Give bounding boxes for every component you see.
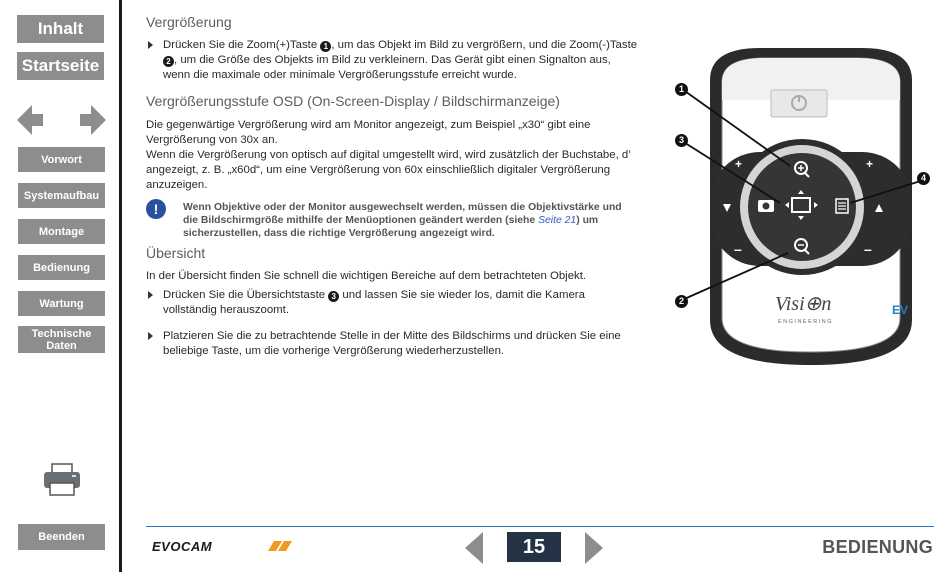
- sidebar-item-technische-daten[interactable]: Technische Daten: [18, 326, 105, 353]
- sidebar-item-bedienung[interactable]: Bedienung: [18, 255, 105, 280]
- svg-text:–: –: [734, 241, 742, 257]
- beenden-button[interactable]: Beenden: [18, 524, 105, 550]
- device-callout-2: 2: [675, 295, 688, 308]
- svg-text:EVOCAM: EVOCAM: [152, 539, 213, 553]
- inhalt-button[interactable]: Inhalt: [17, 15, 104, 43]
- svg-text:+: +: [735, 157, 743, 171]
- bullet-marker-icon: [148, 291, 153, 299]
- sidebar-item-montage[interactable]: Montage: [18, 219, 105, 244]
- prev-page-icon[interactable]: [465, 532, 483, 564]
- bullet-platzieren: Platzieren Sie die zu betrachtende Stelle in der Mitte des Bildschirms und drücken Sie eine beliebige Taste, um die vorherige Vergrößerung wiederherzustellen.: [146, 329, 638, 359]
- device-callout-4: 4: [917, 172, 930, 185]
- arrow-left-icon[interactable]: [17, 103, 43, 137]
- sidebar-item-vorwort[interactable]: Vorwort: [18, 147, 105, 172]
- svg-text:ENGINEERING: ENGINEERING: [778, 319, 834, 325]
- bullet-uebersicht: Drücken Sie die Übersichtstaste 3 und lassen Sie sie wieder los, damit die Kamera vollständig herauszoomt.: [146, 288, 638, 318]
- sidebar: [0, 0, 120, 572]
- bullet-zoom: Drücken Sie die Zoom(+)Taste 1 , um das Objekt im Bild zu vergrößern, und die Zoom(-)Taste 2 , um die Größe des Objekts im Bild zu verkleinern. Das Gerät gibt einen Signalton aus, wenn die maximale oder minimale Vergrößerungsstufe erreicht wurde.: [146, 38, 638, 83]
- evocam-logo: [152, 539, 298, 553]
- heading-osd: Vergrößerungsstufe OSD (On-Screen-Display / Bildschirmanzeige): [146, 93, 560, 109]
- page-link[interactable]: Seite 21: [538, 215, 577, 226]
- power-button-icon: [771, 90, 827, 117]
- osd-paragraph: Die gegenwärtige Vergrößerung wird am Monitor angezeigt, zum Beispiel „x30“ gibt eine Vergrößerung von 30x an. Wenn die Vergrößerung von optisch auf digital umgestellt wird, wird zusätzlich der Buchstabe, d’ angezeigt, z. B. „x60d“, um eine Vergrößerung von 60x einschließlich digitaler Vergrößerung anzuzeigen.: [146, 119, 631, 191]
- arrow-right-icon[interactable]: [80, 103, 106, 137]
- callout-2-icon: 2: [163, 56, 174, 67]
- device-callout-1: 1: [675, 83, 688, 96]
- next-page-icon[interactable]: [585, 532, 603, 564]
- heading-uebersicht: Übersicht: [146, 245, 206, 261]
- sidebar-divider: [119, 0, 122, 572]
- vision-logo: Visi⊕n: [775, 293, 832, 315]
- uebersicht-paragraph: In der Übersicht finden Sie schnell die wichtigen Bereiche auf dem betrachteten Objekt.: [146, 270, 587, 282]
- svg-text:–: –: [864, 241, 872, 257]
- sidebar-item-wartung[interactable]: Wartung: [18, 291, 105, 316]
- camera-icon: [758, 200, 774, 212]
- sidebar-item-systemaufbau[interactable]: Systemaufbau: [18, 183, 105, 208]
- evo-mark: EV: [892, 303, 909, 317]
- callout-1-icon: 1: [320, 41, 331, 52]
- info-icon: !: [146, 199, 166, 219]
- section-title: BEDIENUNG: [822, 537, 933, 557]
- bullet-marker-icon: [148, 332, 153, 340]
- bullet-marker-icon: [148, 41, 153, 49]
- printer-icon[interactable]: [42, 463, 82, 497]
- heading-vergroesserung: Vergrößerung: [146, 14, 232, 30]
- callout-3-icon: 3: [328, 291, 339, 302]
- footer-divider: [146, 526, 934, 527]
- camera-control-illustration: [670, 40, 950, 380]
- startseite-button[interactable]: Startseite: [17, 52, 104, 80]
- svg-text:+: +: [866, 157, 874, 171]
- page-number: 15: [507, 532, 561, 562]
- info-note-text: Wenn Objektive oder der Monitor ausgewechselt werden, müssen die Objektivstärke und die Bildschirmgröße mithilfe der Menüoptionen geändert werden (siehe Seite 21) um sicherzustellen, dass die richtige Vergrößerung angezeigt wird.: [183, 202, 622, 239]
- device-callout-3: 3: [675, 134, 688, 147]
